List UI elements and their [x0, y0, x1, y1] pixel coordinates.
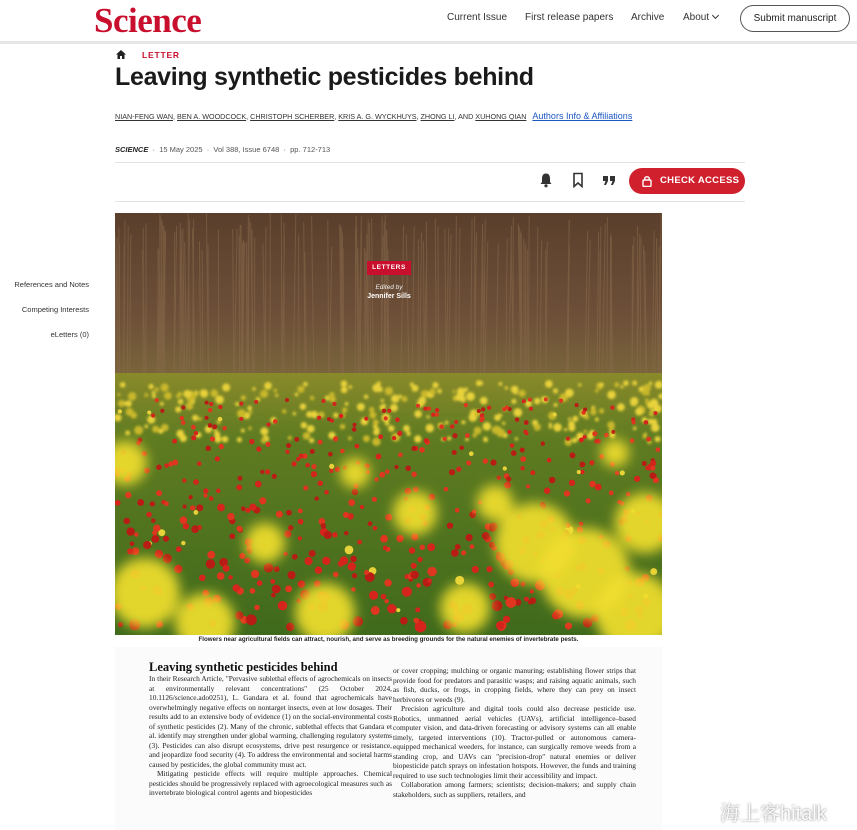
nav-first-release[interactable]: First release papers — [525, 12, 614, 23]
lock-icon — [641, 175, 653, 187]
sidebar-item-references[interactable]: References and Notes — [14, 280, 89, 289]
submit-manuscript-button[interactable]: Submit manuscript — [740, 5, 850, 32]
paragraph: Collaboration among farmers; scientists; decision-makers; and supply chain stakeholders, such as suppliers, retailers, and — [393, 780, 636, 799]
article-figure-photo — [115, 213, 662, 635]
edited-by-label: Edited by — [375, 284, 403, 291]
affiliations-link[interactable]: Authors Info & Affiliations — [532, 111, 633, 121]
home-icon[interactable] — [116, 50, 126, 59]
authors-and: AND — [458, 112, 474, 121]
article-title: Leaving synthetic pesticides behind — [115, 63, 534, 91]
text-column-2 — [393, 666, 636, 799]
divider — [115, 162, 745, 163]
journal-name[interactable]: SCIENCE — [115, 145, 149, 154]
author-link[interactable]: ZHONG LI — [420, 112, 455, 121]
article-page-scan — [115, 647, 662, 830]
sidebar-item-eletters[interactable]: eLetters (0) — [50, 330, 89, 339]
top-bar — [0, 0, 857, 44]
quote-icon[interactable] — [601, 172, 617, 188]
sidebar-item-competing[interactable]: Competing Interests — [21, 305, 89, 314]
author-link[interactable]: CHRISTOPH SCHERBER — [250, 112, 335, 121]
author-link[interactable]: KRIS A. G. WYCKHUYS — [338, 112, 417, 121]
nav-about[interactable] — [683, 12, 718, 23]
editor-name: Jennifer Sills — [367, 293, 411, 300]
figure-caption: Flowers near agricultural fields can attract, nourish, and serve as breeding grounds for the natural enemies of invertebrate pests. — [198, 636, 579, 643]
divider — [115, 201, 745, 202]
paragraph: or cover cropping; mulching or organic manuring; establishing flower strips that provide food for predators and parasitic wasps; and raising aquatic animals, such as fish, ducks, or frogs, in cropping fields, where they can prey on insect herbivores or weeds (9). — [393, 666, 636, 704]
paragraph: Precision agriculture and digital tools could also decrease pesticide use. Robotics, unmanned aerial vehicles (UAVs), artificial intelligence–based computer vision, and data-driven forecasting or advisory systems can all enable timely, targeted interventions (10). Tractor-pulled or autonomous camera-equipped mechanical weeders, for instance, can surgically remove weeds from a standing crop, and UAVs can "precision-drop" natural enemies or deliver biopesticide patch sprays on infestation hotspots. However, the funds and training required to use such technologies limit their accessibility and impact. — [393, 704, 636, 780]
volume-issue[interactable]: Vol 388, Issue 6748 — [213, 145, 280, 154]
nav-current-issue[interactable]: Current Issue — [447, 12, 508, 23]
check-access-label: CHECK ACCESS — [660, 175, 740, 186]
bookmark-icon[interactable] — [570, 172, 586, 188]
weibo-icon — [690, 797, 716, 819]
nav-archive[interactable]: Archive — [631, 12, 665, 23]
bell-icon[interactable] — [538, 172, 554, 188]
page-heading: Leaving synthetic pesticides behind — [149, 660, 338, 674]
article-meta: SCIENCE · 15 May 2025 · Vol 388, Issue 6748 · pp. 712-713 — [115, 145, 331, 154]
watermark-text: 海上客hitalk — [720, 803, 827, 825]
breadcrumb-section[interactable]: LETTER — [142, 50, 180, 60]
author-link[interactable]: BEN A. WOODCOCK — [177, 112, 247, 121]
paragraph: Mitigating pesticide effects will require multiple approaches. Chemical pesticides should be progressively replaced with agroecological measures such as invertebrate biological control agents and biopesticides — [149, 769, 392, 797]
pub-date: 15 May 2025 — [159, 145, 203, 154]
author-link[interactable]: NIAN-FENG WAN — [115, 112, 174, 121]
letters-badge: LETTERS — [367, 261, 411, 275]
science-logo[interactable]: Science — [94, 1, 202, 40]
check-access-button[interactable] — [629, 168, 745, 194]
nav-about-label: About — [683, 12, 710, 23]
author-list: NIAN-FENG WAN, BEN A. WOODCOCK, CHRISTOPH SCHERBER, KRIS A. G. WYCKHUYS, ZHONG LI, AND XUHONG QIAN Authors Info & Affiliations — [115, 111, 633, 121]
page-range: pp. 712-713 — [290, 145, 331, 154]
author-link[interactable]: XUHONG QIAN — [475, 112, 527, 121]
paragraph: In their Research Article, "Pervasive sublethal effects of agrochemicals on insects at environmentally relevant concentrations" (25 October 2024, 10.1126/science.ado0251), L. Gandara et al. found that agrochemicals have overwhelmingly negative effects on nontarget insects, even at low dosages. Their results add to an extensive body of evidence (1) on the social-environmental costs of synthetic pesticides (2). Many of the chronic, sublethal effects that Gandara et al. identify may strengthen under global warming, challenging regulatory systems (3). Pesticides can also disrupt ecosystems, drive pest resurgence or resistance, and jeopardize food security (4). To address the environmental and societal harms caused by pesticides, the global community must act. — [149, 674, 392, 769]
text-column-1 — [149, 674, 392, 798]
chevron-down-icon — [712, 12, 719, 19]
flower-field-image — [115, 213, 662, 635]
